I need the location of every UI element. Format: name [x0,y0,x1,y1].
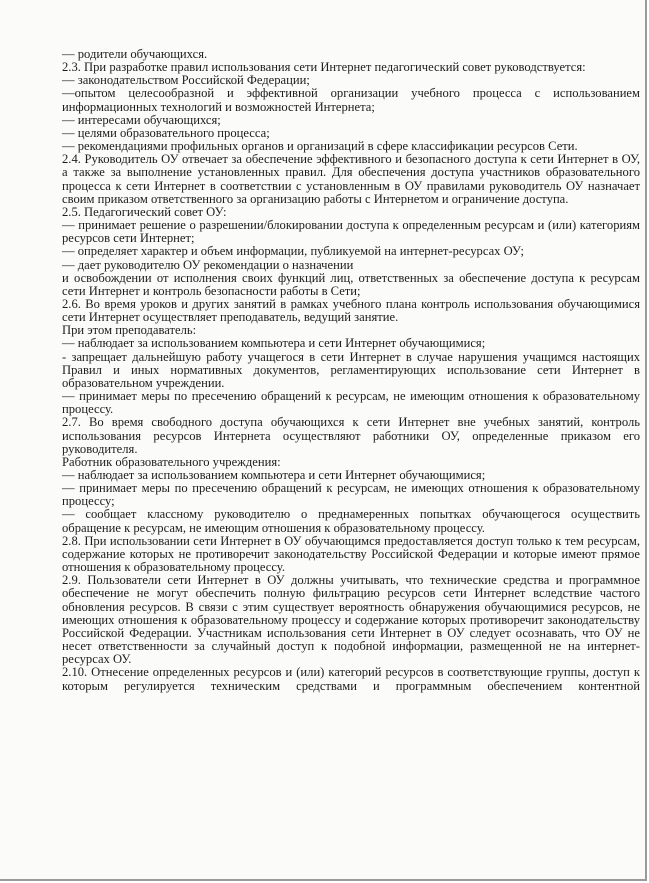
list-item-teacher-measures: — принимает меры по пресечению обращений к ресурсам, не имеющим отношения к образовательному процессу. [62,389,640,417]
list-item-experience: —опытом целесообразной и эффективной организации учебного процесса с использованием информационных технологий и возможностей Интернета; [62,86,640,114]
list-item-staff-measures: — принимает меры по пресечению обращений к ресурсам, не имеющих отношения к образовательному процессу; [62,481,640,509]
section-2-3: 2.3. При разработке правил использования сети Интернет педагогический совет руководствуется: [62,60,586,75]
list-item-legislation: — законодательством Российской Федерации; [62,73,310,88]
list-item-staff-reporting: — сообщает классному руководителю о преднамеренных попытках обучающегося осуществить обращение к ресурсам, не имеющим отношения к образовательному процессу. [62,507,640,535]
staff-duties-heading: Работник образовательного учреждения: [62,454,281,469]
list-item-publication: — определяет характер и объем информации, публикуемой на интернет-ресурсах ОУ; [62,244,524,259]
list-item-appointment: — дает руководителю ОУ рекомендации о назначении [62,257,354,272]
list-item-staff-monitoring: — наблюдает за использованием компьютера и сети Интернет обучающимися; [62,468,486,482]
section-2-4: 2.4. Руководитель ОУ отвечает за обеспечение эффективного и безопасного доступа к сети Интернет в ОУ, а также за выполнение установленных правил. Для обеспечения доступа участников образовательного процесса к сети Интернет в соответствии с установленным в ОУ правилами руководитель ОУ назначает своим приказом ответственного за организацию работы с Интернетом и ограничение доступа. [62,152,640,206]
section-2-5: 2.5. Педагогический совет ОУ: [62,204,227,219]
list-item-recommendations: — рекомендациями профильных органов и организаций в сфере классификации ресурсов Сети. [62,139,578,154]
teacher-duties-heading: При этом преподаватель: [62,323,197,338]
list-item-parents: — родители обучающихся. [62,47,208,61]
list-item-dismissal: и освобождении от исполнения своих функций лиц, ответственных за обеспечение доступа к ресурсам сети Интернет и контроль безопасности работы в Сети; [62,270,640,298]
list-item-teacher-monitoring: — наблюдает за использованием компьютера и сети Интернет обучающимися; [62,336,486,351]
section-2-9: 2.9. Пользователи сети Интернет в ОУ должны учитывать, что технические средства и программное обеспечение не могут обеспечить полную фильтрацию ресурсов сети Интернет вследствие частого обновления ресурсов. В связи с этим существует вероятность обнаружения обучающимися ресурсов, не имеющих отношения к образовательному процессу и содержание которых противоречит законодательству Российской Федерации. Участникам использования сети Интернет в ОУ следует осознавать, что ОУ не несет ответственности за случайный доступ к подобной информации, размещенной не на интернет-ресурсах ОУ. [62,573,640,667]
list-item-student-interests: — интересами обучающихся; [62,112,221,127]
section-2-7: 2.7. Во время свободного доступа обучающихся к сети Интернет вне учебных занятий, контроль использования ресурсов Интернета осуществляют работники ОУ, определенные приказом его руководителя. [62,415,640,456]
section-2-6: 2.6. Во время уроков и других занятий в рамках учебного плана контроль использования обучающимися сети Интернет осуществляет преподаватель, ведущий занятие. [62,296,640,325]
section-2-8: 2.8. При использовании сети Интернет в ОУ обучающимся предоставляется доступ только к тем ресурсам, содержание которых не противоречит законодательству Российской Федерации и которые имеют прямое отношения к образовательному процессу. [62,533,640,575]
section-2-10: 2.10. Отнесение определенных ресурсов и (или) категорий ресурсов в соответствующие группы, доступ к которым регулируется техническим средствами и программным обеспечением контентной [62,665,640,693]
list-item-teacher-prohibition: - запрещает дальнейшую работу учащегося в сети Интернет в случае нарушения учащимся настоящих Правил и иных нормативных документов, регламентирующих использование сети Интернет в образовательном учреждении. [62,349,640,390]
document-body [62,48,640,693]
list-item-educational-goals: — целями образовательного процесса; [62,125,270,140]
list-item-access-decision: — принимает решение о разрешении/блокировании доступа к определенным ресурсам и (или) категориям ресурсов сети Интернет; [62,218,640,246]
